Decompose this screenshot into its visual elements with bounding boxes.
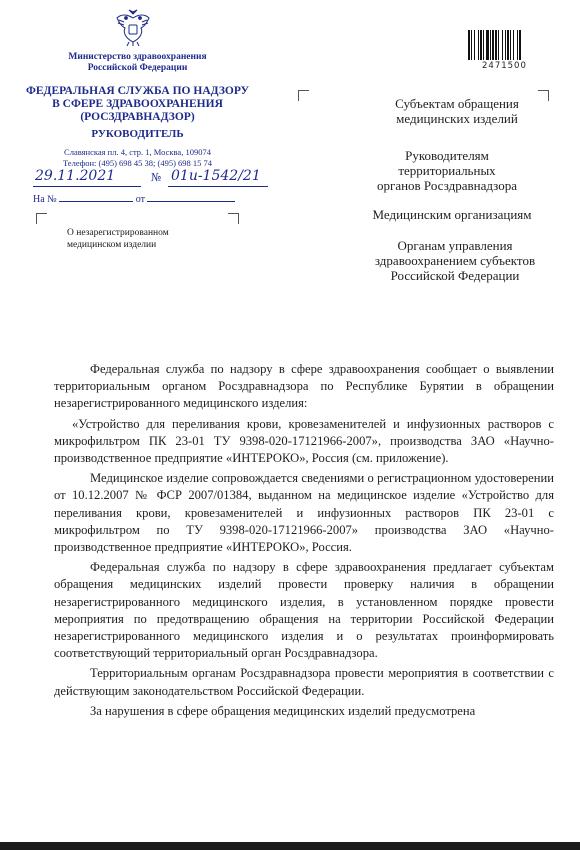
registration-number: 01и-1542/21 — [171, 168, 261, 184]
number-sign: № — [151, 171, 162, 184]
service-name — [20, 85, 255, 124]
body-paragraph: Медицинское изделие сопровождается сведениями о регистрационном удостоверении от 10.12.2007 № ФСР 2007/01384, выданном на медицинское изделие «Устройство для переливания крови, кровезаменителей и инфузионных растворов ПК 23-01 с микрофильтром по ТУ 9398-020-17121966-2007» производства ЗАО «Научно-производственное предприятие «ИНТЕРОКО», Россия. — [54, 471, 554, 555]
barcode-number: 2471500 — [482, 61, 527, 71]
reference-line — [33, 193, 235, 205]
ref-prefix: На № — [33, 194, 57, 205]
address-block — [20, 147, 255, 168]
date-underline — [33, 186, 141, 187]
addressee-line: органов Росздравнадзора — [376, 178, 518, 193]
phone-line: Телефон: (495) 698 45 38; (495) 698 15 74 — [62, 157, 213, 168]
service-line: (РОСЗДРАВНАДЗОР) — [80, 111, 195, 123]
service-line: В СФЕРЕ ЗДРАВООХРАНЕНИЯ — [52, 98, 223, 110]
registration-date: 29.11.2021 — [35, 168, 116, 184]
addressee-health-authorities — [355, 238, 555, 283]
addressee-line: Российской Федерации — [390, 268, 520, 283]
corner-mark — [298, 90, 309, 101]
addressee-line: медицинских изделий — [396, 111, 518, 126]
scan-edge — [0, 842, 580, 850]
subject-line: медицинском изделии — [67, 239, 157, 250]
number-underline — [168, 186, 268, 187]
body-paragraph: Федеральная служба по надзору в сфере здравоохранения сообщает о выявлении территориальным органом Росздравнадзора по Республике Бурятии в обращении незарегистрированного медицинского изделия: — [54, 362, 554, 411]
addressee-line: Органам управления — [397, 238, 513, 253]
letter-subject — [67, 228, 169, 251]
ref-from: от — [135, 194, 145, 205]
body-paragraph: Федеральная служба по надзору в сфере здравоохранения предлагает субъектам обращения медицинских изделий провести проверку наличия в обращении незарегистрированного медицинского изделия, в установленном порядке провести мероприятия по предотвращению обращения на территории Российской Федерации незарегистрированного медицинского изделия и о результатах проинформировать соответствующий территориальный орган Росздравнадзора. — [54, 560, 554, 661]
addressee-line: здравоохранением субъектов — [374, 253, 536, 268]
head-title: РУКОВОДИТЕЛЬ — [91, 128, 184, 140]
body-paragraph: Территориальным органам Росздравнадзора провести мероприятия в соответствии с действующим законодательством Российской Федерации. — [54, 666, 554, 698]
addressee-medical — [357, 207, 547, 222]
address-line: Славянская пл. 4, стр. 1, Москва, 109074 — [64, 147, 211, 157]
corner-mark — [228, 213, 239, 224]
ref-date-blank — [147, 193, 235, 202]
ref-number-blank — [59, 193, 133, 202]
body-paragraph: За нарушения в сфере обращения медицинских изделий предусмотрена — [90, 703, 476, 718]
corner-mark — [36, 213, 47, 224]
letter-body — [54, 361, 554, 723]
addressee-line: территориальных — [398, 163, 496, 178]
addressee-subjects — [372, 96, 542, 126]
ministry-line: Российской Федерации — [87, 63, 188, 73]
ministry-name — [20, 52, 255, 74]
addressee-territorial — [362, 148, 532, 193]
addressee-line: Медицинским организациям — [372, 207, 532, 222]
barcode-icon — [467, 30, 547, 60]
ministry-line: Министерство здравоохранения — [68, 52, 207, 62]
body-paragraph: «Устройство для переливания крови, кровезаменителей и инфузионных растворов с микрофильтром ПК 23-01 ТУ 9398-020-17121966-2007», производства ЗАО «Научно-производственное предприятие «ИНТЕРОКО», Россия (см. приложение). — [54, 416, 554, 466]
russian-coat-of-arms-icon — [115, 8, 151, 48]
addressee-line: Руководителям — [405, 148, 489, 163]
subject-line: О незарегистрированном — [67, 228, 169, 238]
service-line: ФЕДЕРАЛЬНАЯ СЛУЖБА ПО НАДЗОРУ — [25, 85, 250, 97]
addressee-line: Субъектам обращения — [395, 96, 519, 111]
registration-line — [33, 168, 268, 188]
